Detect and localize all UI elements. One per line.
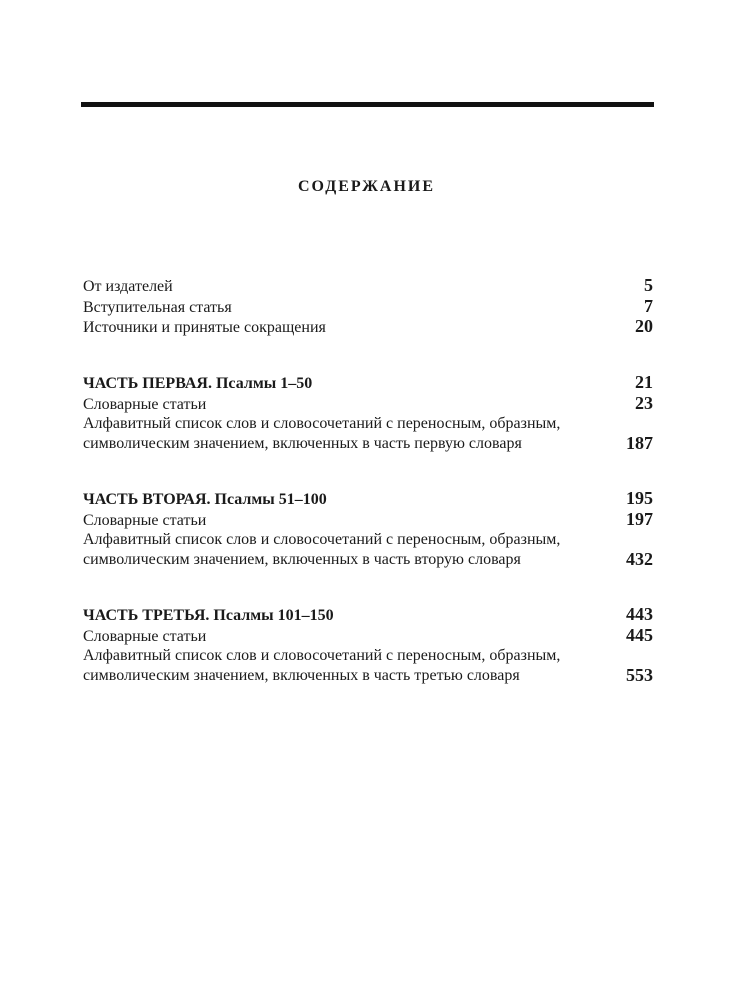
toc-entry[interactable] bbox=[83, 414, 653, 453]
toc-entry-label: Словарные статьи bbox=[83, 395, 207, 413]
toc-entry-page: 197 bbox=[626, 508, 653, 529]
toc-part-heading-row[interactable] bbox=[83, 605, 653, 626]
toc-entry-line: символическим значением, включенных в часть вторую словаря bbox=[83, 550, 521, 568]
toc-entry-page: 187 bbox=[626, 432, 653, 453]
toc-entry-page: 5 bbox=[644, 275, 653, 295]
toc-entry-line: Алфавитный список слов и словосочетаний с переносным, образным, bbox=[83, 415, 561, 432]
toc-entry-page: 553 bbox=[626, 664, 653, 685]
toc-entry-line: Алфавитный список слов и словосочетаний с переносным, образным, bbox=[83, 531, 561, 548]
toc-entry-label bbox=[83, 646, 560, 685]
top-rule bbox=[81, 102, 654, 107]
toc-entry-page: 23 bbox=[635, 392, 653, 413]
toc-entry[interactable] bbox=[83, 646, 653, 685]
toc-entry-line: символическим значением, включенных в часть третью словаря bbox=[83, 666, 520, 684]
toc-entry-line: Алфавитный список слов и словосочетаний с переносным, образным, bbox=[83, 647, 561, 664]
toc-part-block bbox=[83, 373, 653, 453]
part-heading-page: 21 bbox=[635, 372, 653, 392]
toc-entry[interactable] bbox=[83, 394, 653, 415]
part-heading: ЧАСТЬ ТРЕТЬЯ. Псалмы 101–150 bbox=[83, 607, 334, 624]
toc-intro-block bbox=[83, 276, 653, 338]
toc-entry-page: 445 bbox=[626, 624, 653, 645]
page-title: СОДЕРЖАНИЕ bbox=[297, 178, 436, 195]
toc-entry-label bbox=[83, 414, 560, 453]
toc-entry[interactable] bbox=[83, 530, 653, 569]
toc-entry-label bbox=[83, 530, 560, 569]
toc-entry-line: символическим значением, включенных в часть первую словаря bbox=[83, 434, 522, 452]
toc-entry[interactable] bbox=[83, 317, 653, 338]
toc-entry-label: Источники и принятые сокращения bbox=[83, 319, 326, 336]
part-heading-page: 195 bbox=[626, 488, 653, 508]
toc-entry[interactable] bbox=[83, 297, 653, 318]
toc-entry-label: Словарные статьи bbox=[83, 511, 207, 529]
toc-part-heading-row[interactable] bbox=[83, 373, 653, 394]
toc-part-block bbox=[83, 605, 653, 685]
toc-entry-label: От издателей bbox=[83, 278, 173, 295]
part-heading: ЧАСТЬ ВТОРАЯ. Псалмы 51–100 bbox=[83, 491, 327, 508]
toc-entry[interactable] bbox=[83, 276, 653, 297]
toc-entry-page: 20 bbox=[635, 316, 653, 336]
toc-entry-label: Вступительная статья bbox=[83, 298, 232, 316]
toc-part-block bbox=[83, 489, 653, 569]
toc-entry-page: 7 bbox=[644, 295, 653, 316]
part-heading: ЧАСТЬ ПЕРВАЯ. Псалмы 1–50 bbox=[83, 375, 313, 392]
toc-entry[interactable] bbox=[83, 626, 653, 647]
toc-entry-page: 432 bbox=[626, 548, 653, 569]
part-heading-page: 443 bbox=[626, 604, 653, 624]
toc-entry[interactable] bbox=[83, 510, 653, 531]
toc-part-heading-row[interactable] bbox=[83, 489, 653, 510]
toc-entry-label: Словарные статьи bbox=[83, 627, 207, 645]
